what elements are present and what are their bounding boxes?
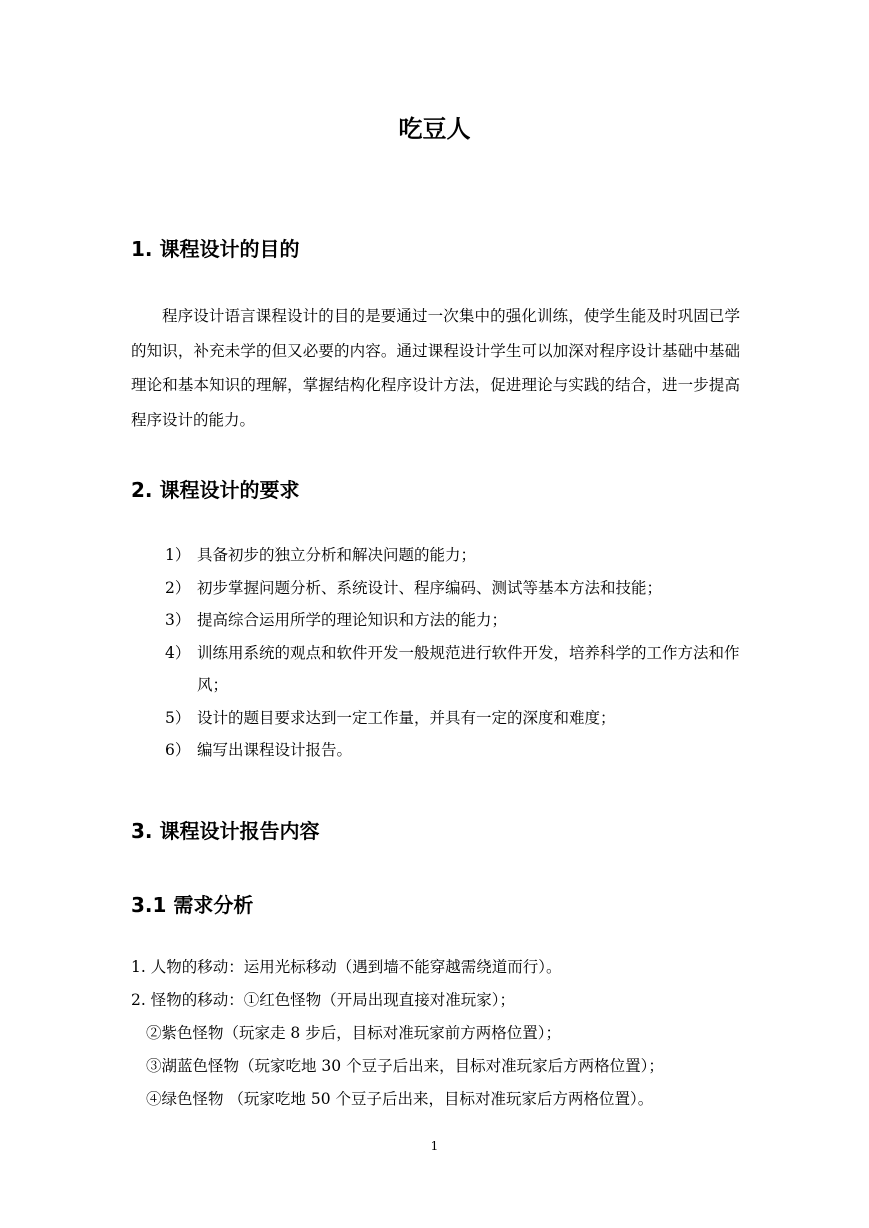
list-item-text: 训练用系统的观点和软件开发一般规范进行软件开发，培养科学的工作方法和作风；	[197, 643, 740, 694]
list-item	[131, 734, 740, 767]
list-item-number: 4）	[165, 643, 191, 662]
list-item-text: 编写出课程设计报告。	[197, 741, 353, 759]
page-number: 1	[430, 1139, 439, 1153]
section-heading-purpose: 1. 课程设计的目的	[131, 237, 300, 261]
list-item	[131, 702, 740, 735]
purpose-paragraph: 程序设计语言课程设计的目的是要通过一次集中的强化训练，使学生能及时巩固已学的知识，补充未学的但又必要的内容。通过课程设计学生可以加深对程序设计基础中基础理论和基本知识的理解，掌握结构化程序设计方法，促进理论与实践的结合，进一步提高程序设计的能力。	[131, 307, 740, 429]
requirement-line-purple-monster: ②紫色怪物（玩家走 8 步后，目标对准玩家前方两格位置）；	[146, 1024, 561, 1042]
requirement-line-monster-movement: 2. 怪物的移动：①红色怪物（开局出现直接对准玩家）；	[131, 991, 515, 1009]
list-item-number: 2）	[165, 578, 191, 597]
requirement-line-player-movement: 1. 人物的移动：运用光标移动（遇到墙不能穿越需绕道而行）。	[131, 958, 562, 976]
list-item-text: 初步掌握问题分析、系统设计、程序编码、测试等基本方法和技能；	[197, 578, 663, 597]
requirements-list	[131, 539, 740, 767]
list-item-number: 1）	[165, 546, 191, 564]
list-item-number: 5）	[165, 708, 191, 727]
list-item-text: 提高综合运用所学的理论知识和方法的能力；	[197, 611, 508, 629]
list-item	[131, 637, 740, 702]
list-item	[131, 604, 740, 637]
subsection-heading-requirements-analysis: 3.1 需求分析	[131, 893, 254, 917]
requirement-line-green-monster: ④绿色怪物 （玩家吃地 50 个豆子后出来，目标对准玩家后方两格位置）。	[146, 1090, 654, 1108]
section-heading-report-content: 3. 课程设计报告内容	[131, 819, 320, 843]
list-item-number: 3）	[165, 611, 191, 629]
list-item-text: 设计的题目要求达到一定工作量，并具有一定的深度和难度；	[197, 708, 616, 727]
list-item-text: 具备初步的独立分析和解决问题的能力；	[197, 546, 477, 564]
list-item-number: 6）	[165, 741, 191, 759]
requirement-line-cyan-monster: ③湖蓝色怪物（玩家吃地 30 个豆子后出来，目标对准玩家后方两格位置）；	[146, 1057, 664, 1075]
section-heading-requirements: 2. 课程设计的要求	[131, 478, 300, 502]
list-item	[131, 572, 740, 605]
list-item	[131, 539, 740, 572]
document-title: 吃豆人	[398, 115, 471, 143]
